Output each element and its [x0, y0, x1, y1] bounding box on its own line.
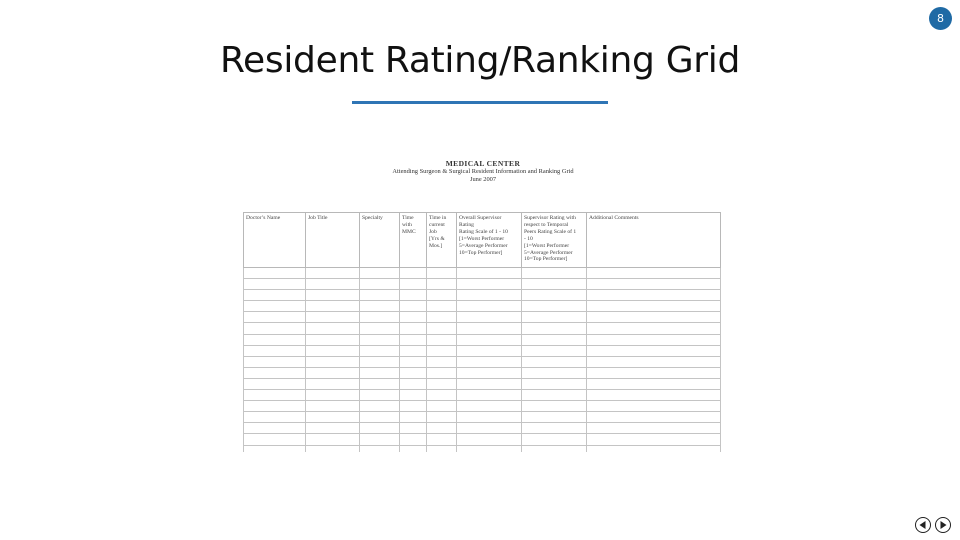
document-date: June 2007 — [469, 176, 497, 183]
table-cell — [400, 279, 427, 290]
table-cell — [427, 378, 457, 389]
column-header-line: Supervisor Rating with — [524, 215, 576, 221]
table-cell — [587, 290, 721, 301]
table-cell — [244, 334, 306, 345]
table-cell — [587, 401, 721, 412]
table-cell — [457, 345, 522, 356]
column-header-line: 10=Top Performer] — [524, 256, 568, 263]
table-cell — [306, 356, 360, 367]
table-cell — [360, 434, 400, 445]
column-header — [360, 213, 400, 268]
table-cell — [587, 312, 721, 323]
table-cell — [400, 268, 427, 279]
table-cell — [522, 356, 587, 367]
table-cell — [427, 434, 457, 445]
table-cell — [427, 279, 457, 290]
table-body — [244, 268, 721, 452]
column-header-line: with — [402, 221, 412, 228]
slide-title: Resident Rating/Ranking Grid — [219, 40, 741, 81]
table-cell — [457, 356, 522, 367]
table-row — [244, 390, 721, 401]
column-header-line: Rating Scale of 1 - 10 — [459, 228, 508, 235]
table-cell — [400, 434, 427, 445]
table-row — [244, 378, 721, 389]
table-cell — [306, 279, 360, 290]
table-cell — [306, 423, 360, 434]
table-cell — [427, 312, 457, 323]
table-cell — [522, 378, 587, 389]
table-cell — [522, 445, 587, 452]
table-cell — [587, 423, 721, 434]
table-cell — [400, 290, 427, 301]
table-cell — [587, 367, 721, 378]
table-cell — [360, 290, 400, 301]
table-row — [244, 412, 721, 423]
table-cell — [360, 423, 400, 434]
table-cell — [400, 412, 427, 423]
document-heading: MEDICAL CENTER — [445, 159, 521, 168]
column-header-line: Doctor’s Name — [246, 215, 281, 221]
table-cell — [244, 301, 306, 312]
table-cell — [306, 434, 360, 445]
column-header-line: - 10 — [524, 235, 533, 242]
triangle-right-icon — [938, 520, 948, 530]
table-cell — [587, 268, 721, 279]
table-cell — [400, 401, 427, 412]
table-cell — [457, 401, 522, 412]
table-cell — [427, 401, 457, 412]
table-row — [244, 323, 721, 334]
table-cell — [244, 323, 306, 334]
table-cell — [522, 345, 587, 356]
table-cell — [587, 378, 721, 389]
table-cell — [457, 390, 522, 401]
column-header — [306, 213, 360, 268]
table-cell — [587, 334, 721, 345]
table-cell — [400, 390, 427, 401]
table-row — [244, 301, 721, 312]
table-cell — [360, 279, 400, 290]
table-cell — [457, 367, 522, 378]
table-row — [244, 434, 721, 445]
table-cell — [306, 312, 360, 323]
table-row — [244, 312, 721, 323]
column-header-line: [1=Worst Performer — [459, 235, 505, 242]
table-cell — [457, 378, 522, 389]
table-cell — [244, 378, 306, 389]
table-row — [244, 445, 721, 452]
table-cell — [306, 445, 360, 452]
title-underline — [352, 101, 608, 104]
table-cell — [360, 367, 400, 378]
column-header — [244, 213, 306, 268]
table-cell — [244, 345, 306, 356]
column-header — [400, 213, 427, 268]
table-cell — [522, 268, 587, 279]
table-cell — [306, 334, 360, 345]
table-row — [244, 401, 721, 412]
table-cell — [360, 378, 400, 389]
column-header-line: current — [429, 221, 445, 228]
table-cell — [587, 279, 721, 290]
table-cell — [244, 423, 306, 434]
table-cell — [360, 412, 400, 423]
table-cell — [427, 301, 457, 312]
table-cell — [522, 390, 587, 401]
table-cell — [427, 367, 457, 378]
column-header-line: 10=Top Performer] — [459, 249, 503, 256]
table-cell — [522, 323, 587, 334]
column-header-line: [Yrs & — [429, 235, 445, 242]
table-cell — [244, 279, 306, 290]
table-cell — [457, 412, 522, 423]
column-header-line: Rating — [459, 221, 474, 228]
table-cell — [306, 268, 360, 279]
page-number-badge: 8 — [929, 7, 952, 30]
table-cell — [306, 345, 360, 356]
table-cell — [244, 290, 306, 301]
column-header-line: Peers Rating Scale of 1 — [524, 228, 577, 235]
table-cell — [587, 301, 721, 312]
column-header-line: [1=Worst Performer — [524, 242, 570, 249]
table-cell — [522, 279, 587, 290]
table-row — [244, 268, 721, 279]
table-cell — [427, 323, 457, 334]
next-slide-button[interactable] — [935, 517, 951, 533]
column-header-line: 5=Average Performer — [524, 249, 573, 256]
table-cell — [400, 312, 427, 323]
table-cell — [427, 290, 457, 301]
column-header — [522, 213, 587, 268]
column-header-line: 5=Average Performer — [459, 242, 508, 249]
table-cell — [244, 356, 306, 367]
table-cell — [360, 390, 400, 401]
table-cell — [306, 301, 360, 312]
table-cell — [522, 423, 587, 434]
table-cell — [427, 412, 457, 423]
table-row — [244, 290, 721, 301]
table-cell — [522, 434, 587, 445]
table-cell — [457, 423, 522, 434]
table-cell — [427, 345, 457, 356]
table-cell — [306, 323, 360, 334]
column-header-line: respect to Temporal — [524, 221, 569, 228]
table-cell — [457, 290, 522, 301]
table-cell — [587, 390, 721, 401]
table-cell — [306, 401, 360, 412]
table-cell — [522, 312, 587, 323]
column-header-line: Job Title — [308, 215, 328, 221]
table-cell — [457, 268, 522, 279]
document-subheading: Attending Surgeon & Surgical Resident Information and Ranking Grid — [392, 168, 574, 175]
table-cell — [427, 334, 457, 345]
table-cell — [360, 345, 400, 356]
previous-slide-button[interactable] — [915, 517, 931, 533]
table-cell — [360, 334, 400, 345]
column-header-line: Time — [402, 215, 414, 221]
table-cell — [427, 356, 457, 367]
column-header-line: Job — [429, 228, 437, 235]
table-cell — [400, 301, 427, 312]
table-row — [244, 367, 721, 378]
table-header-row — [244, 213, 721, 268]
table-cell — [244, 401, 306, 412]
table-cell — [522, 334, 587, 345]
table-cell — [587, 434, 721, 445]
table-cell — [457, 323, 522, 334]
column-header-line: Additional Comments — [589, 215, 639, 221]
table-cell — [587, 445, 721, 452]
table-cell — [457, 334, 522, 345]
column-header-line: Mos.] — [429, 242, 443, 249]
table-cell — [400, 378, 427, 389]
table-cell — [244, 268, 306, 279]
table-cell — [457, 312, 522, 323]
table-cell — [306, 390, 360, 401]
table-cell — [360, 401, 400, 412]
table-cell — [244, 434, 306, 445]
table-cell — [400, 445, 427, 452]
table-cell — [457, 434, 522, 445]
table-cell — [587, 345, 721, 356]
document-header — [243, 160, 723, 184]
table-cell — [427, 390, 457, 401]
ranking-grid-table — [243, 212, 721, 452]
table-cell — [306, 378, 360, 389]
table-row — [244, 279, 721, 290]
table-cell — [306, 290, 360, 301]
table-cell — [244, 412, 306, 423]
table-cell — [400, 345, 427, 356]
table-cell — [360, 312, 400, 323]
triangle-left-icon — [918, 520, 928, 530]
table-row — [244, 356, 721, 367]
table-cell — [400, 323, 427, 334]
table-cell — [457, 445, 522, 452]
table-cell — [306, 367, 360, 378]
table-cell — [522, 290, 587, 301]
table-cell — [400, 334, 427, 345]
table-row — [244, 423, 721, 434]
column-header-line: Specialty — [362, 215, 383, 221]
table-cell — [427, 445, 457, 452]
column-header — [457, 213, 522, 268]
table-cell — [244, 312, 306, 323]
table-cell — [522, 412, 587, 423]
table-cell — [522, 367, 587, 378]
table-cell — [400, 367, 427, 378]
column-header — [587, 213, 721, 268]
table-cell — [587, 412, 721, 423]
table-cell — [587, 323, 721, 334]
table-cell — [522, 401, 587, 412]
column-header-line: Time in — [429, 215, 447, 221]
table-cell — [360, 445, 400, 452]
table-cell — [244, 367, 306, 378]
column-header-line: Overall Supervisor — [459, 215, 502, 221]
table-cell — [244, 390, 306, 401]
table-cell — [457, 279, 522, 290]
table-cell — [427, 423, 457, 434]
table-cell — [360, 268, 400, 279]
table-cell — [360, 323, 400, 334]
table-row — [244, 334, 721, 345]
table-cell — [522, 301, 587, 312]
column-header — [427, 213, 457, 268]
table-row — [244, 345, 721, 356]
table-cell — [306, 412, 360, 423]
document-image — [243, 159, 720, 263]
table-cell — [400, 356, 427, 367]
table-cell — [400, 423, 427, 434]
table-cell — [457, 301, 522, 312]
table-cell — [587, 356, 721, 367]
column-header-line: MMC — [402, 228, 416, 235]
table-cell — [360, 301, 400, 312]
table-cell — [360, 356, 400, 367]
table-cell — [427, 268, 457, 279]
table-cell — [244, 445, 306, 452]
